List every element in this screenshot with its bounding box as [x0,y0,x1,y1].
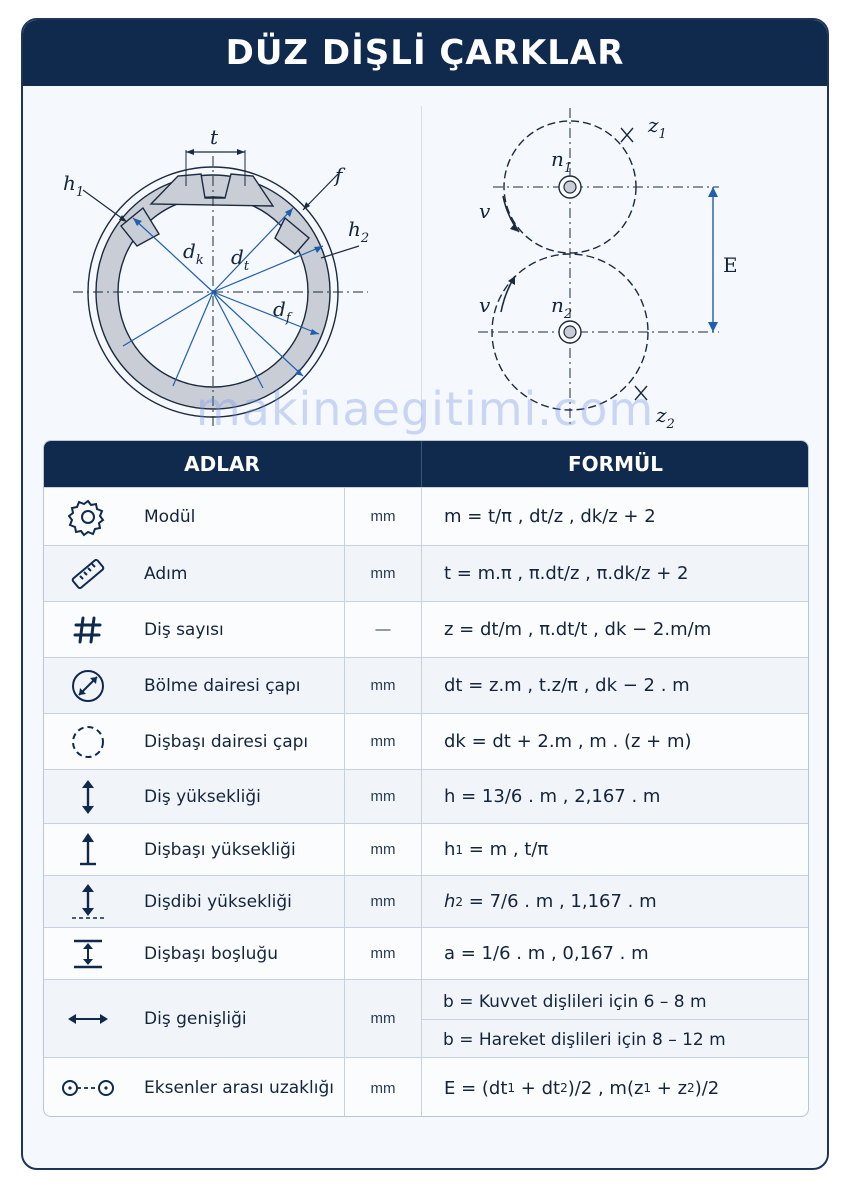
label-v-bottom: v [479,293,491,317]
formula-sub: 2 [687,1081,695,1095]
row-name: Eksenler arası uzaklığı [144,1078,334,1098]
title-bar [23,20,827,86]
table-row [44,927,808,979]
svg-text:n2 [551,293,572,322]
gear-icon [44,488,132,545]
formula-main: h [444,839,456,860]
dashed-circle-icon [44,714,132,769]
formula-rest: = m , t/π [463,839,549,860]
table-row [44,657,808,713]
watermark: makinaegitimi.com [195,382,655,436]
row-formula: h = 13/6 . m , 2,167 . m [421,770,809,823]
label-z2-sub: 2 [666,417,675,432]
label-h1: h [63,171,76,195]
row-formula: dt = z.m , t.z/π , dk − 2 . m [421,658,809,713]
row-unit: — [344,602,421,657]
up-arrow-icon [44,824,132,875]
label-n1-sub: 1 [563,161,573,176]
row-formula [421,1058,809,1117]
row-name: Diş yüksekliği [144,786,261,807]
formula-sub: 2 [560,1081,568,1095]
row-formula [421,824,809,875]
hash-icon [44,602,132,657]
diagram-divider [421,106,422,426]
formula-part: + dt [515,1077,561,1099]
row-unit: mm [344,980,421,1057]
row-unit: mm [344,770,421,823]
ruler-icon [44,546,132,601]
formula-part: )/2 [694,1077,720,1099]
row-unit: mm [344,876,421,927]
row-formula: a = 1/6 . m , 0,167 . m [421,928,809,979]
label-v-top: v [479,199,491,223]
label-dk-sub: k [195,253,204,268]
label-z1-sub: 1 [658,127,667,142]
formula-rest: = 7/6 . m , 1,167 . m [463,891,657,912]
label-n2-sub: 2 [563,307,573,322]
clearance-icon [44,928,132,979]
row-formula: z = dt/m , π.dt/t , dk − 2.m/m [421,602,809,657]
formula-part: E = (dt [444,1077,508,1099]
table-row [44,1057,808,1117]
formula-part: + z [651,1077,688,1099]
table-row [44,713,808,769]
svg-text:n1 [551,147,572,176]
formula-main: h [444,891,456,912]
label-df-sub: f [285,311,291,326]
table-row [44,979,808,1057]
row-formula: m = t/π , dt/z , dk/z + 2 [421,488,809,545]
row-name: Dişbaşı dairesi çapı [144,731,309,752]
svg-text:df [273,297,293,326]
row-formula-a: b = Kuvvet dişlileri için 6 – 8 m [443,992,707,1012]
label-f: f [335,163,343,187]
diameter-icon [44,658,132,713]
row-formula: dk = dt + 2.m , m . (z + m) [421,714,809,769]
row-formula-b: b = Hareket dişlileri için 8 – 12 m [443,1030,726,1050]
center-distance-icon [44,1058,132,1117]
horizontal-arrow-icon [44,980,132,1057]
formula-sub: 2 [455,894,464,909]
svg-text:h2 [348,217,369,246]
label-h1-sub: 1 [75,185,85,200]
row-formula: t = m.π , π.dt/z , π.dk/z + 2 [421,546,809,601]
label-t: t [210,125,219,149]
root-height-icon [44,876,132,927]
svg-text:dk [183,239,204,268]
table-row [44,769,808,823]
label-h2: h [348,217,361,241]
row-name: Dişbaşı yüksekliği [144,839,296,860]
row-name: Adım [144,563,188,584]
row-unit: mm [344,1058,421,1117]
page-title: DÜZ DİŞLİ ÇARKLAR [225,33,625,73]
row-unit: mm [344,824,421,875]
label-h2-sub: 2 [360,231,370,246]
vertical-arrow-icon [44,770,132,823]
label-E: E [723,253,738,277]
row-unit: mm [344,488,421,545]
row-name: Dişbaşı boşluğu [144,943,278,964]
svg-text:h1 [63,171,84,200]
header-names: ADLAR [184,452,260,476]
gear-formula-card [21,18,829,1170]
label-dt: d [231,245,244,269]
row-name: Diş sayısı [144,619,224,640]
table-header [44,441,808,487]
label-n2: n [551,293,564,317]
label-dt-sub: t [243,259,250,274]
row-unit: mm [344,714,421,769]
formula-table [43,440,809,1117]
label-z2: z [656,403,667,427]
formula-sub: 1 [643,1081,652,1095]
row-name: Diş genişliği [144,1008,247,1029]
table-row [44,601,808,657]
row-name: Dişdibi yüksekliği [144,891,292,912]
row-name: Modül [144,506,196,527]
row-unit: mm [344,658,421,713]
label-n1: n [551,147,564,171]
table-row [44,875,808,927]
table-row [44,487,808,545]
row-formula [421,876,809,927]
header-formula: FORMÜL [568,452,663,476]
label-z1: z [648,113,659,137]
svg-text:z1 [647,113,667,142]
table-row [44,545,808,601]
label-dk: d [183,239,196,263]
table-row [44,823,808,875]
formula-sub: 1 [507,1081,516,1095]
row-name: Bölme dairesi çapı [144,675,301,696]
row-unit: mm [344,928,421,979]
formula-part: )/2 , m(z [567,1077,644,1099]
formula-sub: 1 [455,842,464,857]
row-unit: mm [344,546,421,601]
formula-split-line [421,1019,809,1020]
label-df: d [273,297,286,321]
